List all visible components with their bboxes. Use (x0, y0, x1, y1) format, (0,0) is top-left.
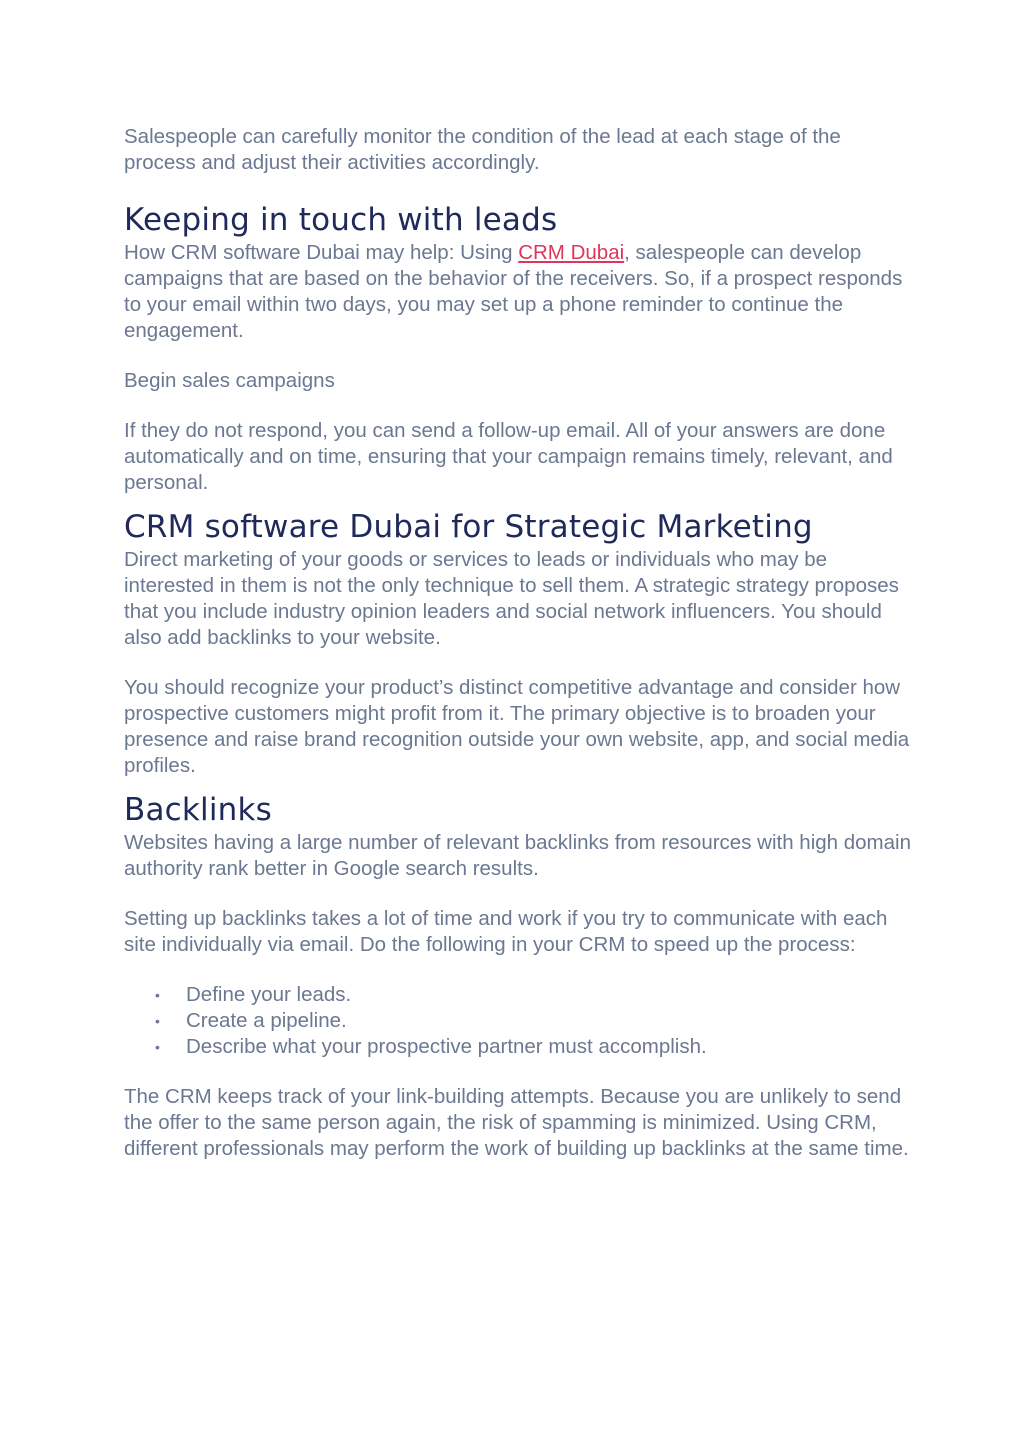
crm-help-paragraph (124, 240, 914, 344)
follow-up-paragraph: If they do not respond, you can send a follow-up email. All of your answers are done automatically and on time, ensuring that your campaign remains timely, relevant, and personal. (124, 419, 893, 494)
begin-campaigns-paragraph: Begin sales campaigns (124, 369, 335, 392)
backlinks-ranking-paragraph: Websites having a large number of relevant backlinks from resources with high domain authority rank better in Google search results. (124, 831, 911, 880)
bullet-icon: • (155, 987, 160, 1003)
link-building-paragraph: The CRM keeps track of your link-building attempts. Because you are unlikely to send the offer to the same person again, the risk of spamming is minimized. Using CRM, different professionals may perform the work of building up backlinks at the same time. (124, 1085, 909, 1160)
list-item (124, 982, 914, 1008)
heading-backlinks: Backlinks (124, 792, 273, 828)
competitive-advantage-paragraph: You should recognize your product’s distinct competitive advantage and consider how prospective customers might profit from it. The primary objective is to broaden your presence and raise brand recognition outside your own website, app, and social media profiles. (124, 676, 910, 777)
crm-help-text-start: How CRM software Dubai may help: Using (124, 241, 519, 264)
heading-keeping-in-touch: Keeping in touch with leads (124, 202, 558, 238)
bullet-icon: • (155, 1013, 160, 1029)
crm-dubai-link[interactable]: CRM Dubai (518, 241, 625, 264)
list-item (124, 1034, 914, 1060)
intro-paragraph: Salespeople can carefully monitor the condition of the lead at each stage of the process and adjust their activities accordingly. (124, 125, 841, 174)
heading-strategic-marketing: CRM software Dubai for Strategic Marketing (124, 509, 813, 545)
crm-help-text-end: , salespeople can develop campaigns that are based on the behavior of the receivers. So, if a prospect responds to your email within two days, you may set up a phone reminder to continue the engagement. (124, 241, 903, 342)
list-item-text: Define your leads. (186, 983, 352, 1006)
document-page (124, 124, 914, 1186)
list-item (124, 1008, 914, 1034)
bullet-icon: • (155, 1039, 160, 1055)
list-item-text: Describe what your prospective partner must accomplish. (186, 1035, 707, 1058)
backlinks-setup-paragraph: Setting up backlinks takes a lot of time and work if you try to communicate with each site individually via email. Do the following in your CRM to speed up the process: (124, 907, 888, 956)
list-item-text: Create a pipeline. (186, 1009, 347, 1032)
crm-steps-list (124, 982, 914, 1060)
direct-marketing-paragraph: Direct marketing of your goods or services to leads or individuals who may be interested in them is not the only technique to sell them. A strategic strategy proposes that you include industry opinion leaders and social network influencers. You should also add backlinks to your website. (124, 548, 899, 649)
